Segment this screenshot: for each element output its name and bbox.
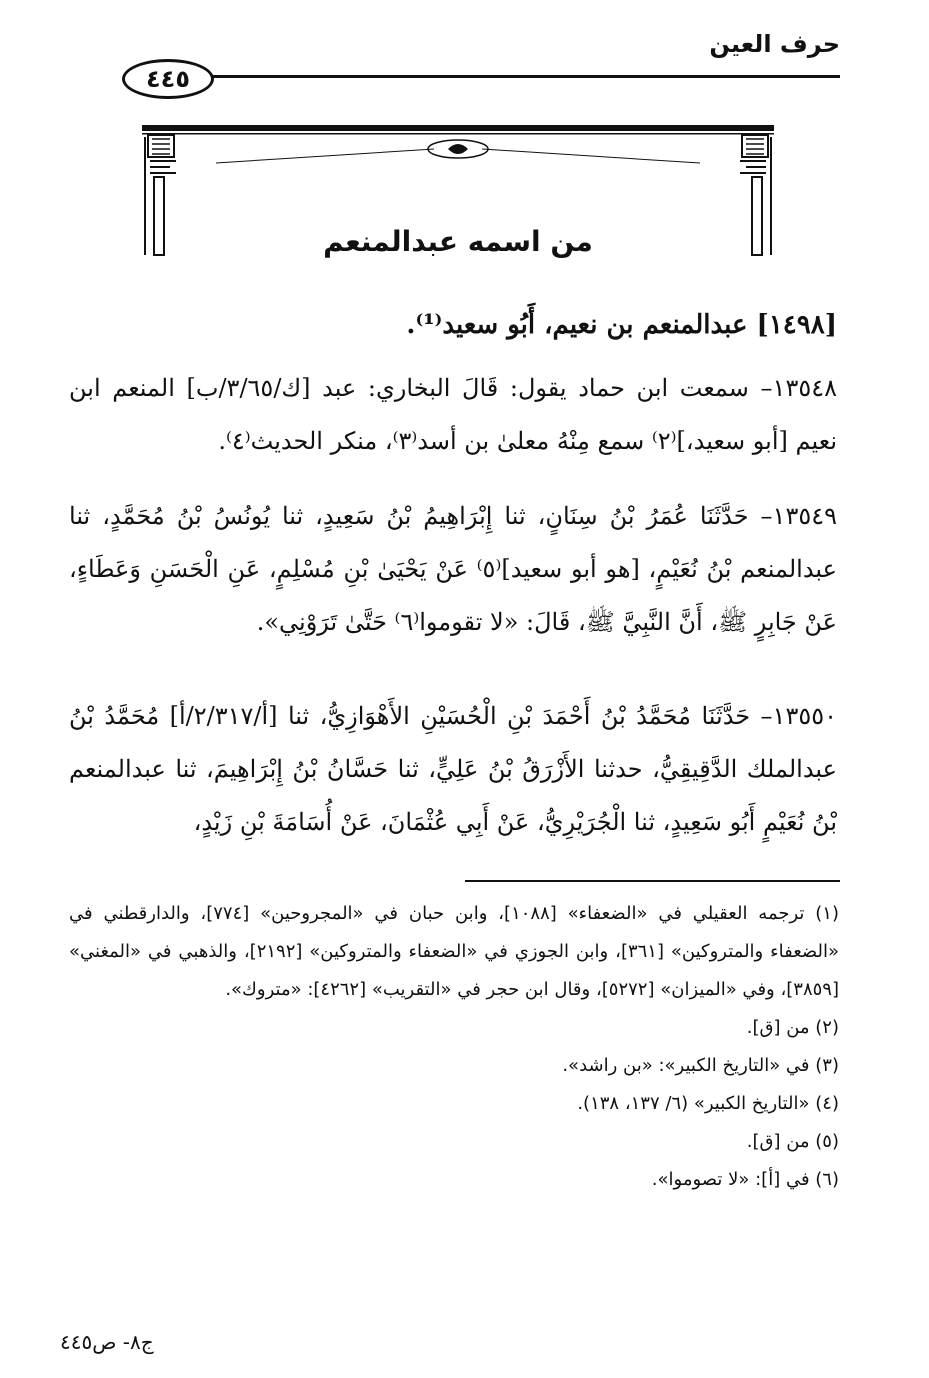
header-rule <box>210 75 840 78</box>
page-header <box>60 30 840 110</box>
footnote: (٣) في «التاريخ الكبير»: «بن راشد». <box>562 1055 839 1076</box>
footnote: (٢) من [ق]. <box>746 1017 839 1038</box>
page-reference: ج٨- ص٤٤٥ <box>60 1330 154 1354</box>
page-number: ٤٤٥ <box>122 59 214 99</box>
footnotes <box>69 895 839 1199</box>
entry-heading: [١٤٩٨] عبدالمنعم بن نعيم، أَبُو سعيد⁽¹⁾. <box>406 310 837 340</box>
footnote: (٥) من [ق]. <box>746 1131 839 1152</box>
chapter-frame <box>142 125 774 260</box>
footnote-divider <box>465 880 840 882</box>
chapter-title: من اسمه عبدالمنعم <box>323 225 593 258</box>
hadith-paragraph: ١٣٥٤٩– حَدَّثَنَا عُمَرُ بْنُ سِنَانٍ، ثنا إِبْرَاهِيمُ بْنُ سَعِيدٍ، ثنا يُونُسُ بْنُ مُحَمَّدٍ، ثنا عبدالمنعم بْنُ نُعَيْمٍ، [هو أبو سعيد]⁽٥⁾ عَنْ يَحْيَىٰ بْنِ مُسْلِمٍ، عَنِ الْحَسَنِ وَعَطَاءٍ، عَنْ جَابِرٍ ﷺ، أَنَّ النَّبِيَّ ﷺ، قَالَ: «لا تقوموا⁽٦⁾ حَتَّىٰ تَرَوْنِي». <box>69 502 837 636</box>
hadith-paragraph: ١٣٥٥٠– حَدَّثَنَا مُحَمَّدُ بْنُ أَحْمَدَ بْنِ الْحُسَيْنِ الأَهْوَازِيُّ، ثنا [أ/٢/٣١٧/أ] مُحَمَّدُ بْنُ عبدالملك الدَّقِيقِيُّ، حدثنا الأَزْرَقُ بْنُ عَلِيٍّ، ثنا حَسَّانُ بْنُ إِبْرَاهِيمَ، ثنا عبدالمنعم بْنُ نُعَيْمٍ أَبُو سَعِيدٍ، ثنا الْجُرَيْرِيُّ، عَنْ أَبِي عُثْمَانَ، عَنْ أُسَامَةَ بْنِ زَيْدٍ، <box>69 702 837 836</box>
footnote: (٦) في [أ]: «لا تصوموا». <box>651 1169 839 1190</box>
section-title: حرف العين <box>709 30 840 58</box>
footnote: (١) ترجمه العقيلي في «الضعفاء» [١٠٨٨]، وابن حبان في «المجروحين» [٧٧٤]، والدارقطني في «الضعفاء والمتروكين» [٣٦١]، وابن الجوزي في «الضعفاء والمتروكين» [٢١٩٢]، والذهبي في «المغني» [٣٨٥٩]، وفي «الميزان» [٥٢٧٢]، وقال ابن حجر في «التقريب» [٤٢٦٢]: «متروك». <box>69 903 839 1000</box>
footnote: (٤) «التاريخ الكبير» (٦/ ١٣٧، ١٣٨). <box>577 1093 839 1114</box>
hadith-paragraph: ١٣٥٤٨– سمعت ابن حماد يقول: قَالَ البخاري: عبد [ك/٣/٦٥/ب] المنعم ابن نعيم [أبو سعيد،]⁽٢⁾ سمع مِنْهُ معلىٰ بن أسد⁽٣⁾، منكر الحديث⁽٤⁾. <box>69 374 837 455</box>
